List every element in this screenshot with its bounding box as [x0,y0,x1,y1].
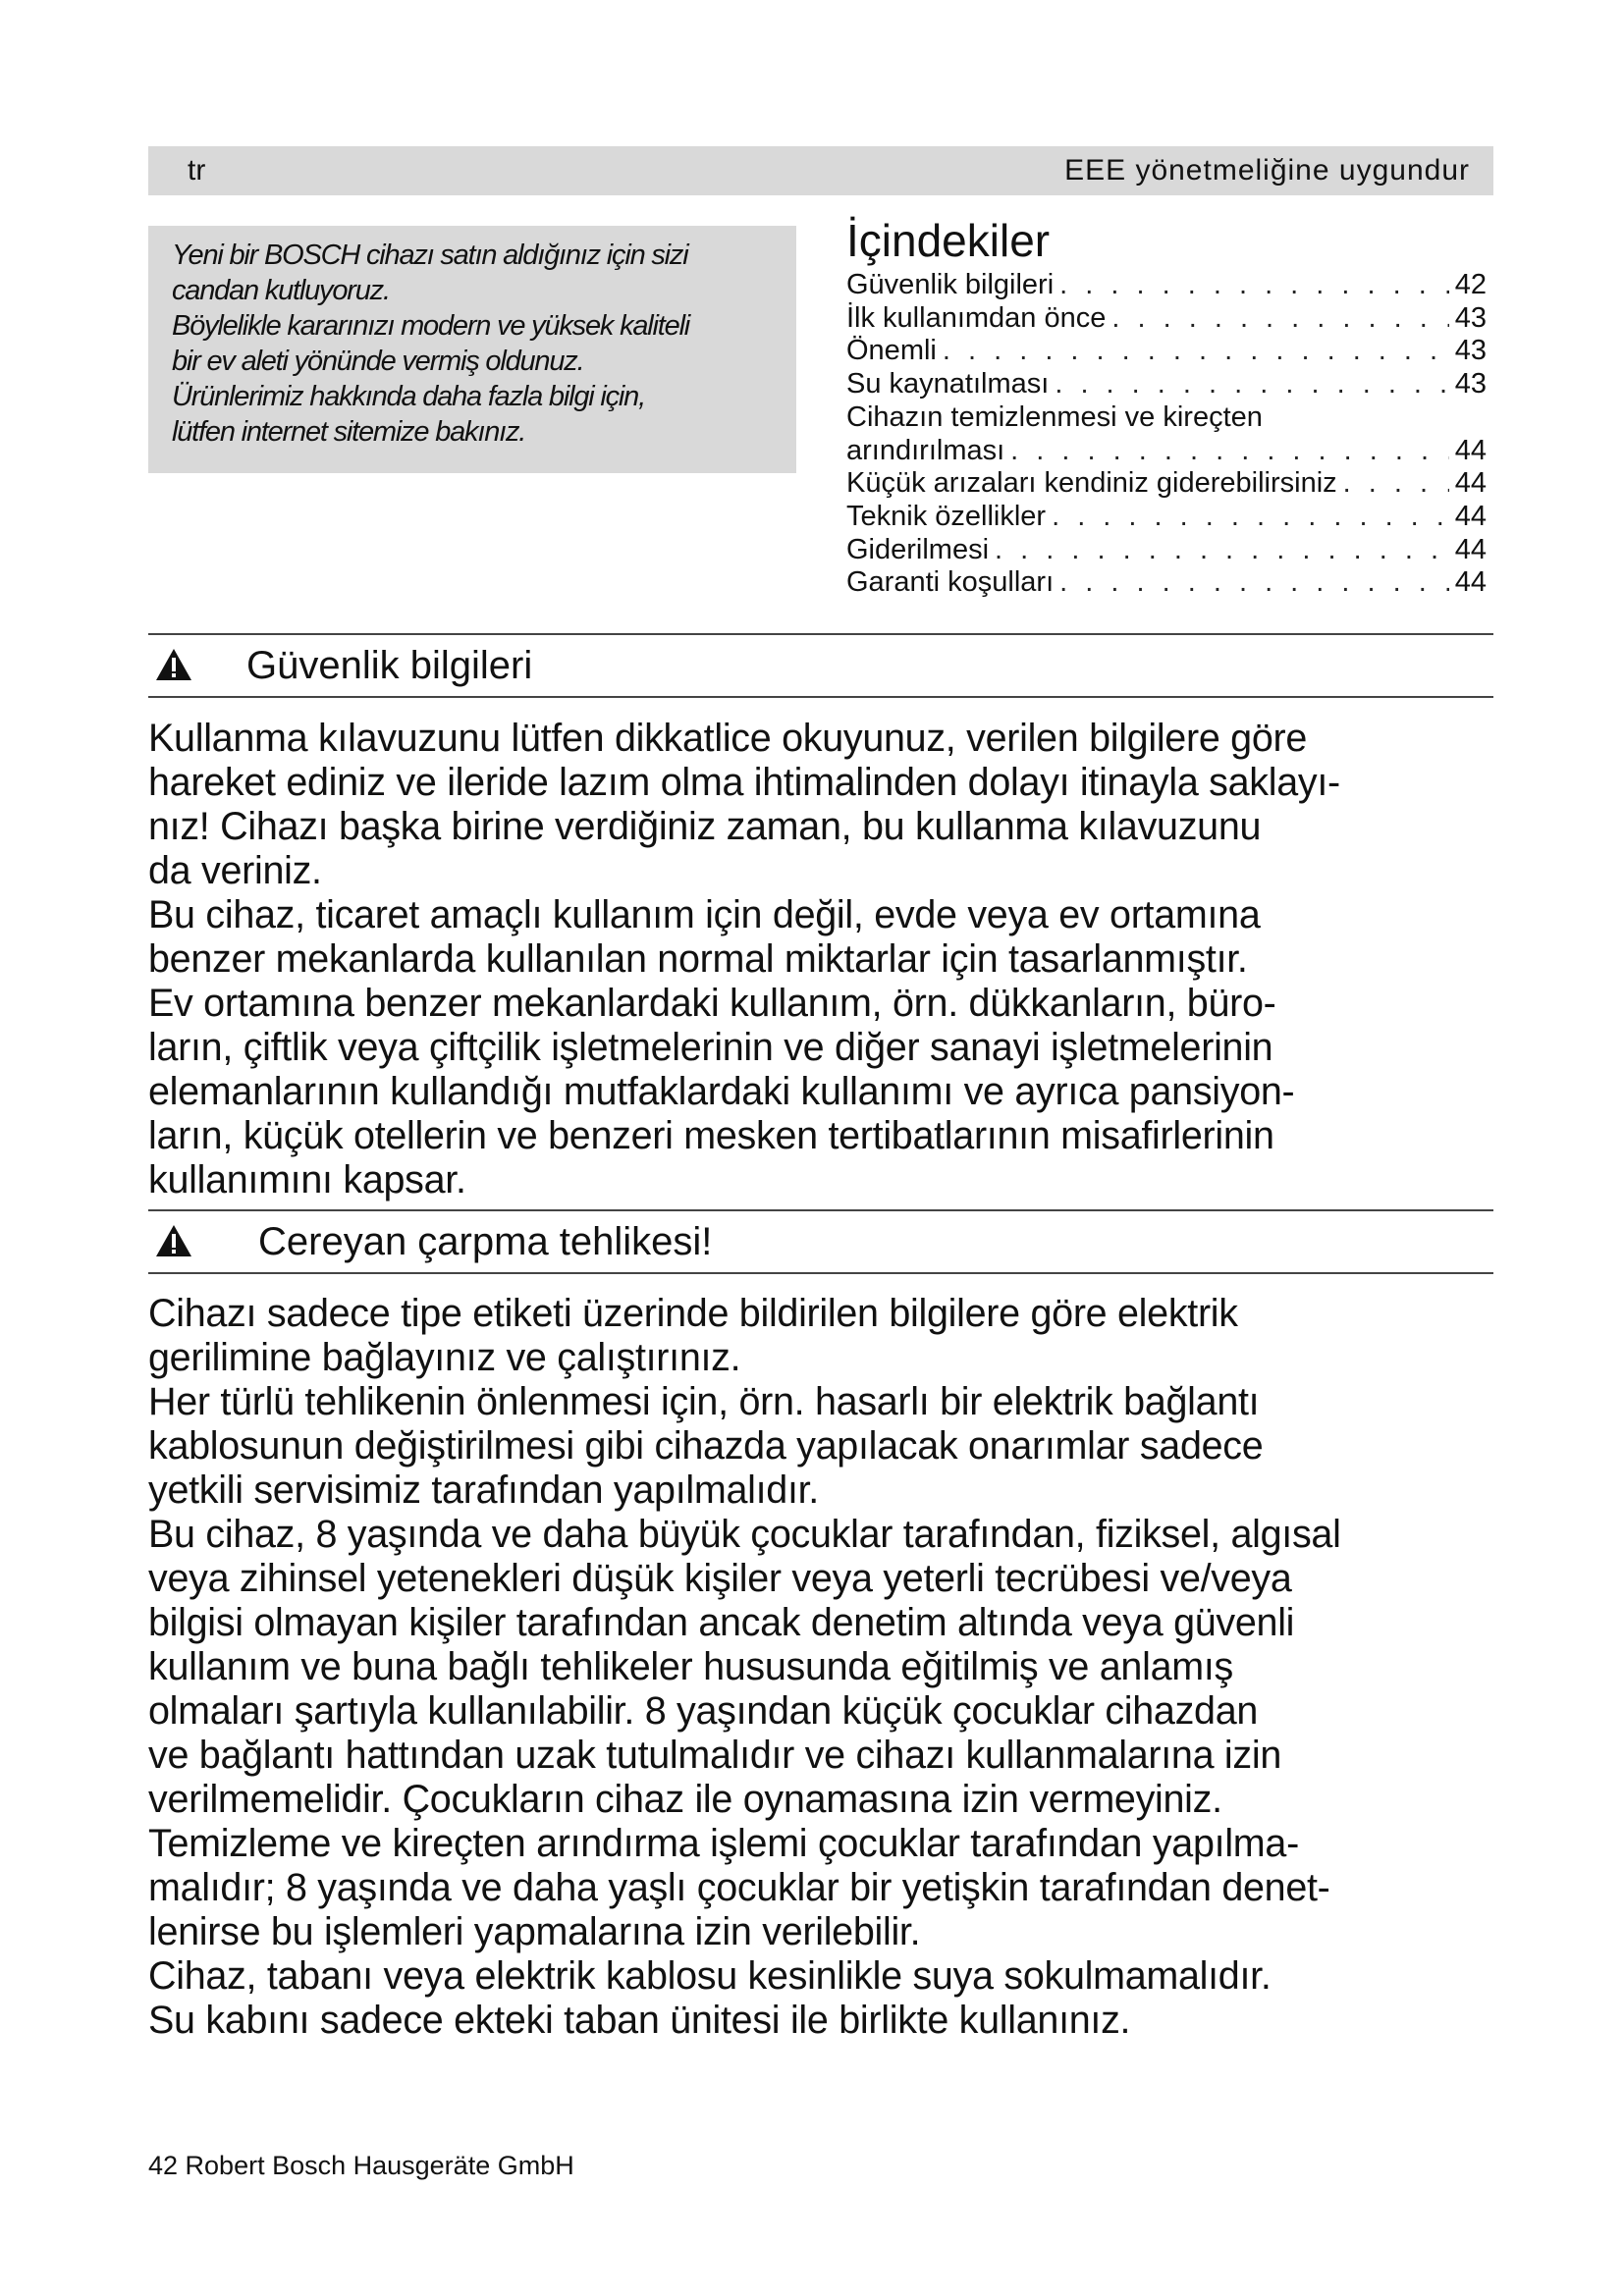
safety-section-header [148,633,1493,698]
toc-entry-label: Önemli [846,335,937,367]
body-line: ların, küçük otellerin ve benzeri mesken tertibatlarının misafirlerinin [148,1114,1274,1157]
body-line: benzer mekanlarda kullanılan normal miktarlar için tasarlanmıştır. [148,937,1248,981]
toc-leader-dots [1052,501,1449,534]
toc-leader-dots [1055,368,1448,401]
safety-body [148,717,1498,1202]
body-line: Bu cihaz, 8 yaşında ve daha büyük çocuklar tarafından, fiziksel, algısal [148,1513,1341,1556]
body-line: kablosunun değiştirilmesi gibi cihazda yapılacak onarımlar sadece [148,1424,1264,1468]
toc-entry-page: 44 [1454,500,1487,532]
toc-entry[interactable] [846,467,1487,501]
shock-body [148,1292,1498,2043]
toc-entry-label: Küçük arızaları kendiniz giderebilirsiniz [846,467,1337,500]
toc-entry[interactable] [846,401,1487,435]
toc-entry[interactable] [846,302,1487,336]
toc-leader-dots [1343,467,1449,501]
toc-entry-page: 43 [1454,368,1487,400]
warning-triangle-icon [154,1223,193,1258]
intro-line: candan kutluyoruz. [172,275,390,306]
toc-entry-page: 44 [1454,533,1487,565]
intro-box [148,226,796,473]
toc-entry[interactable] [846,335,1487,368]
body-line: kullanımını kapsar. [148,1158,466,1201]
toc-entry-page: 44 [1454,566,1487,599]
toc-leader-dots [1059,566,1449,600]
toc-entry[interactable] [846,501,1487,534]
toc-entry[interactable] [846,534,1487,567]
toc-entry-label: İlk kullanımdan önce [846,301,1107,334]
intro-line: Yeni bir BOSCH cihazı satın aldığınız için sizi [172,240,688,271]
toc-entry[interactable] [846,435,1487,468]
body-line: elemanlarının kullandığı mutfaklardaki kullanımı ve ayrıca pansiyon- [148,1070,1295,1113]
page-footer: 42 Robert Bosch Hausgeräte GmbH [148,2151,574,2180]
toc-entry-label: Cihazın temizlenmesi ve kireçten [846,400,1263,433]
toc-entry-page: 44 [1454,434,1487,466]
intro-line: lütfen internet sitemize bakınız. [172,416,526,448]
body-line: da veriniz. [148,849,322,892]
body-line: Cihaz, tabanı veya elektrik kablosu kesinlikle suya sokulmamalıdır. [148,1954,1272,1998]
language-code: tr [188,154,206,187]
toc-entry[interactable] [846,368,1487,401]
toc-entry-page: 44 [1454,467,1487,500]
body-line: olmaları şartıyla kullanılabilir. 8 yaşından küçük çocuklar cihazdan [148,1689,1259,1733]
toc-leader-dots [1010,435,1449,468]
toc-title: İçindekiler [846,215,1051,266]
shock-section-header [148,1209,1493,1274]
toc-entry-label: Güvenlik bilgileri [846,269,1055,300]
body-line: gerilimine bağlayınız ve çalıştırınız. [148,1336,741,1379]
body-line: Bu cihaz, ticaret amaçlı kullanım için değil, evde veya ev ortamına [148,893,1261,936]
body-line: Temizleme ve kireçten arındırma işlemi çocuklar tarafından yapılma- [148,1822,1299,1865]
body-line: nız! Cihazı başka birine verdiğiniz zaman, bu kullanma kılavuzunu [148,805,1262,848]
toc-leader-dots [943,335,1449,368]
toc-entry-page: 42 [1454,269,1487,300]
body-line: ların, çiftlik veya çiftçilik işletmelerinin ve diğer sanayi işletmelerinin [148,1026,1273,1069]
toc-leader-dots [1111,302,1448,336]
shock-section-title: Cereyan çarpma tehlikesi! [258,1220,713,1263]
toc-entry-label: arındırılması [846,434,1005,466]
body-line: veya zihinsel yetenekleri düşük kişiler veya yeterli tecrübesi ve/veya [148,1557,1292,1600]
body-line: kullanım ve buna bağlı tehlikeler hususunda eğitilmiş ve anlamış [148,1645,1233,1688]
table-of-contents [846,214,1487,600]
toc-leader-dots [995,534,1449,567]
body-line: malıdır; 8 yaşında ve daha yaşlı çocuklar bir yetişkin tarafından denet- [148,1866,1330,1909]
warning-triangle-icon [154,647,193,682]
intro-line: Ürünlerimiz hakkında daha fazla bilgi için, [172,381,645,412]
toc-entry-label: Giderilmesi [846,533,990,565]
toc-entry-label: Su kaynatılması [846,368,1050,400]
page-header-bar [148,146,1493,195]
toc-entry[interactable] [846,269,1487,302]
body-line: hareket ediniz ve ileride lazım olma ihtimalinden dolayı itinayla saklayı- [148,761,1340,804]
body-line: ve bağlantı hattından uzak tutulmalıdır ve cihazı kullanmalarına izin [148,1734,1281,1777]
body-line: Her türlü tehlikenin önlenmesi için, örn. hasarlı bir elektrik bağlantı [148,1380,1260,1423]
body-line: bilgisi olmayan kişiler tarafından ancak denetim altında veya güvenli [148,1601,1295,1644]
intro-line: Böylelikle kararınızı modern ve yüksek kaliteli [172,310,690,342]
toc-entry-label: Teknik özellikler [846,500,1047,532]
body-line: verilmemelidir. Çocukların cihaz ile oynamasına izin vermeyiniz. [148,1778,1222,1821]
toc-entry[interactable] [846,566,1487,600]
body-line: Kullanma kılavuzunu lütfen dikkatlice okuyunuz, verilen bilgilere göre [148,717,1308,760]
body-line: yetkili servisimiz tarafından yapılmalıdır. [148,1468,819,1512]
safety-section-title: Güvenlik bilgileri [246,644,533,687]
intro-line: bir ev aleti yönünde vermiş oldunuz. [172,346,584,377]
toc-leader-dots [1059,269,1449,302]
compliance-note: EEE yönetmeliğine uygundur [1064,154,1470,187]
toc-entry-page: 43 [1454,301,1487,334]
body-line: lenirse bu işlemleri yapmalarına izin verilebilir. [148,1910,921,1953]
toc-entry-label: Garanti koşulları [846,566,1055,599]
body-line: Cihazı sadece tipe etiketi üzerinde bildirilen bilgilere göre elektrik [148,1292,1238,1335]
toc-entry-page: 43 [1454,335,1487,367]
body-line: Su kabını sadece ekteki taban ünitesi ile birlikte kullanınız. [148,1999,1131,2042]
body-line: Ev ortamına benzer mekanlardaki kullanım, örn. dükkanların, büro- [148,982,1276,1025]
